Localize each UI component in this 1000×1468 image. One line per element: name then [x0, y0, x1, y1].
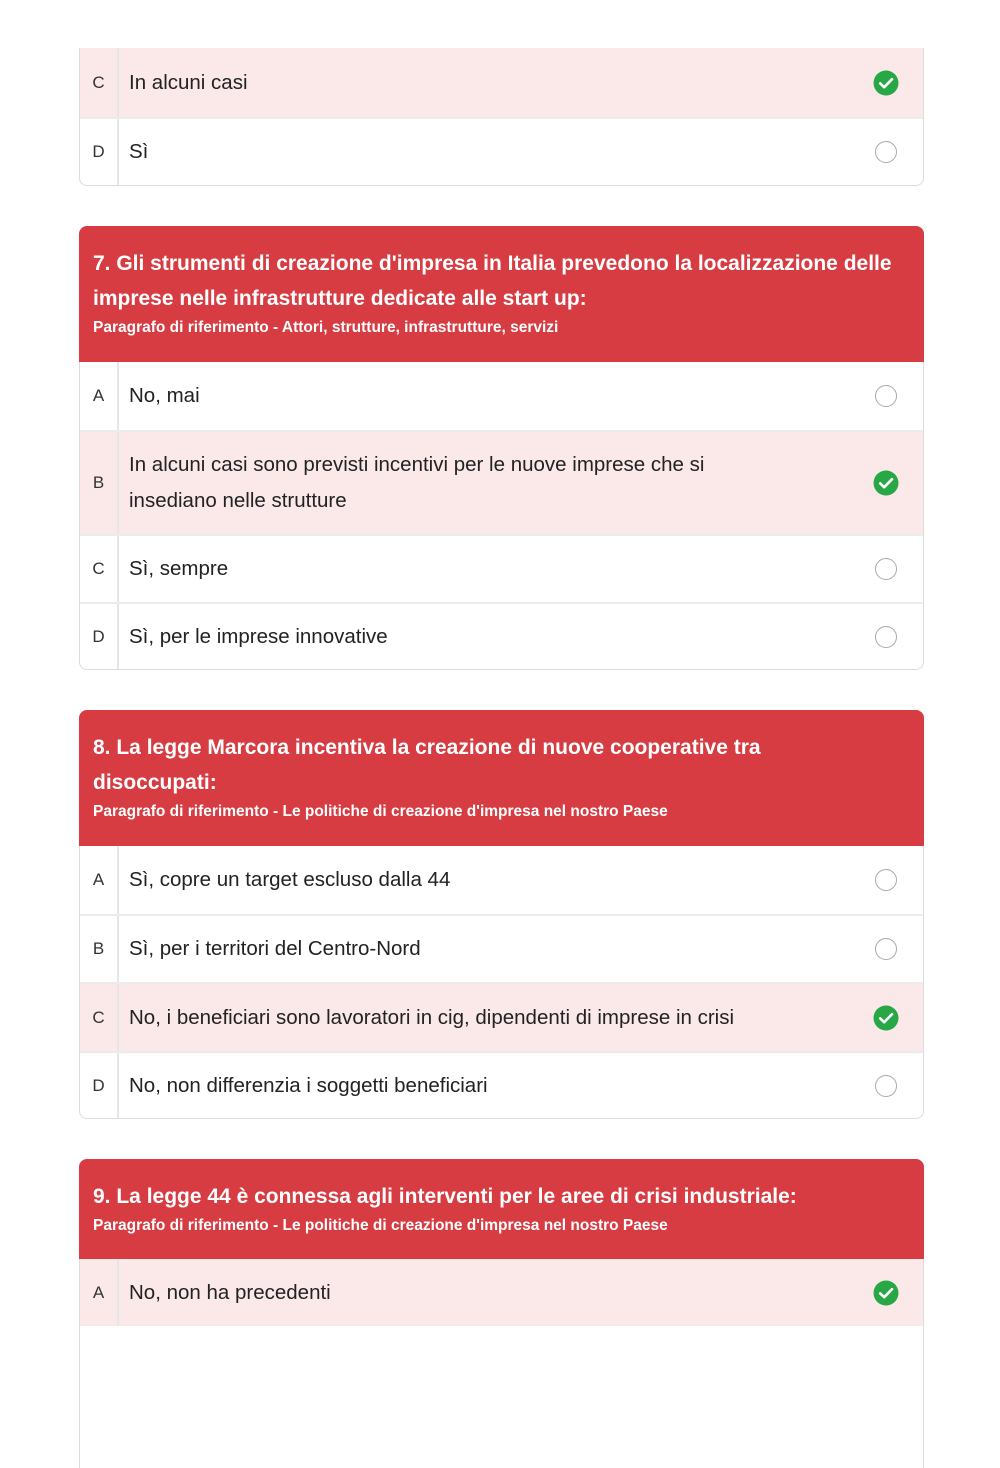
- answer-row-a[interactable]: [80, 846, 923, 914]
- question-reference: Paragrafo di riferimento - Le politiche di creazione d'impresa nel nostro Paese: [93, 803, 668, 820]
- answer-mark: [849, 48, 923, 117]
- radio-icon[interactable]: [875, 141, 897, 163]
- answer-text: Sì, per le imprese innovative: [129, 624, 388, 648]
- answer-letter: D: [80, 119, 119, 185]
- question-title: 9. La legge 44 è connessa agli interventi per le aree di crisi industriale:: [93, 1185, 797, 1208]
- question-7-card: [79, 226, 924, 670]
- question-header: [79, 710, 924, 846]
- answer-list: [79, 1259, 924, 1468]
- question-8-card: [79, 710, 924, 1119]
- answer-mark: [849, 1259, 923, 1326]
- answer-text: No, non ha precedenti: [129, 1280, 331, 1304]
- answer-letter: A: [80, 362, 119, 430]
- answer-mark: [849, 536, 923, 602]
- answer-mark: [849, 916, 923, 982]
- answer-letter: D: [80, 604, 119, 669]
- answer-row-b[interactable]: [80, 430, 923, 534]
- question-header: [79, 226, 924, 362]
- answer-text: Sì, sempre: [129, 557, 229, 580]
- radio-icon[interactable]: [875, 938, 897, 960]
- answer-letter: C: [80, 48, 119, 117]
- answer-text: In alcuni casi: [129, 70, 248, 94]
- answer-text: Sì: [129, 140, 149, 163]
- answer-row-b[interactable]: [80, 914, 923, 982]
- answer-text: In alcuni casi sono previsti incentivi per le nuove imprese che si insediano nelle strutture: [129, 453, 705, 512]
- answer-list: [79, 362, 924, 670]
- answer-mark: [849, 984, 923, 1051]
- check-circle-icon: [873, 70, 899, 96]
- answer-mark: [849, 1053, 923, 1118]
- answer-list: [79, 48, 924, 186]
- answer-row-c[interactable]: [80, 982, 923, 1051]
- radio-icon[interactable]: [875, 1075, 897, 1097]
- answer-mark: [849, 846, 923, 914]
- answer-mark: [849, 604, 923, 669]
- question-title: 8. La legge Marcora incentiva la creazione di nuove cooperative tra disoccupati:: [93, 736, 761, 794]
- check-circle-icon: [873, 470, 899, 496]
- answer-mark: [849, 432, 923, 534]
- answer-letter: C: [80, 536, 119, 602]
- radio-icon[interactable]: [875, 869, 897, 891]
- question-reference: Paragrafo di riferimento - Attori, strutture, infrastrutture, servizi: [93, 319, 559, 336]
- answer-letter: B: [80, 432, 119, 534]
- answer-row-d[interactable]: [80, 117, 923, 185]
- check-circle-icon: [873, 1280, 899, 1306]
- answer-text: No, non differenzia i soggetti beneficiari: [129, 1073, 488, 1097]
- answer-list: [79, 846, 924, 1119]
- answer-letter: B: [80, 916, 119, 982]
- answer-letter: A: [80, 846, 119, 914]
- answer-text: Sì, per i territori del Centro-Nord: [129, 937, 421, 960]
- answer-row-c[interactable]: [80, 48, 923, 117]
- radio-icon[interactable]: [875, 385, 897, 407]
- answer-row-a[interactable]: [80, 1259, 923, 1326]
- check-circle-icon: [873, 1005, 899, 1031]
- answer-text: Sì, copre un target escluso dalla 44: [129, 868, 451, 891]
- question-header: [79, 1159, 924, 1259]
- answer-row-c[interactable]: [80, 534, 923, 602]
- answer-row-a[interactable]: [80, 362, 923, 430]
- question-9-card: [79, 1159, 924, 1468]
- answer-letter: D: [80, 1053, 119, 1118]
- answer-mark: [849, 119, 923, 185]
- answer-row-d[interactable]: [80, 602, 923, 669]
- answer-row-d[interactable]: [80, 1051, 923, 1118]
- question-reference: Paragrafo di riferimento - Le politiche di creazione d'impresa nel nostro Paese: [93, 1217, 668, 1234]
- question-title: 7. Gli strumenti di creazione d'impresa in Italia prevedono la localizzazione delle imprese nelle infrastrutture dedicate alle start up:: [93, 252, 892, 310]
- radio-icon[interactable]: [875, 626, 897, 648]
- radio-icon[interactable]: [875, 558, 897, 580]
- answer-text: No, i beneficiari sono lavoratori in cig, dipendenti di imprese in crisi: [129, 1005, 735, 1029]
- answer-letter: C: [80, 984, 119, 1051]
- answer-text: No, mai: [129, 384, 200, 407]
- question-6-fragment: [79, 48, 924, 186]
- answer-letter: A: [80, 1259, 119, 1326]
- answer-mark: [849, 362, 923, 430]
